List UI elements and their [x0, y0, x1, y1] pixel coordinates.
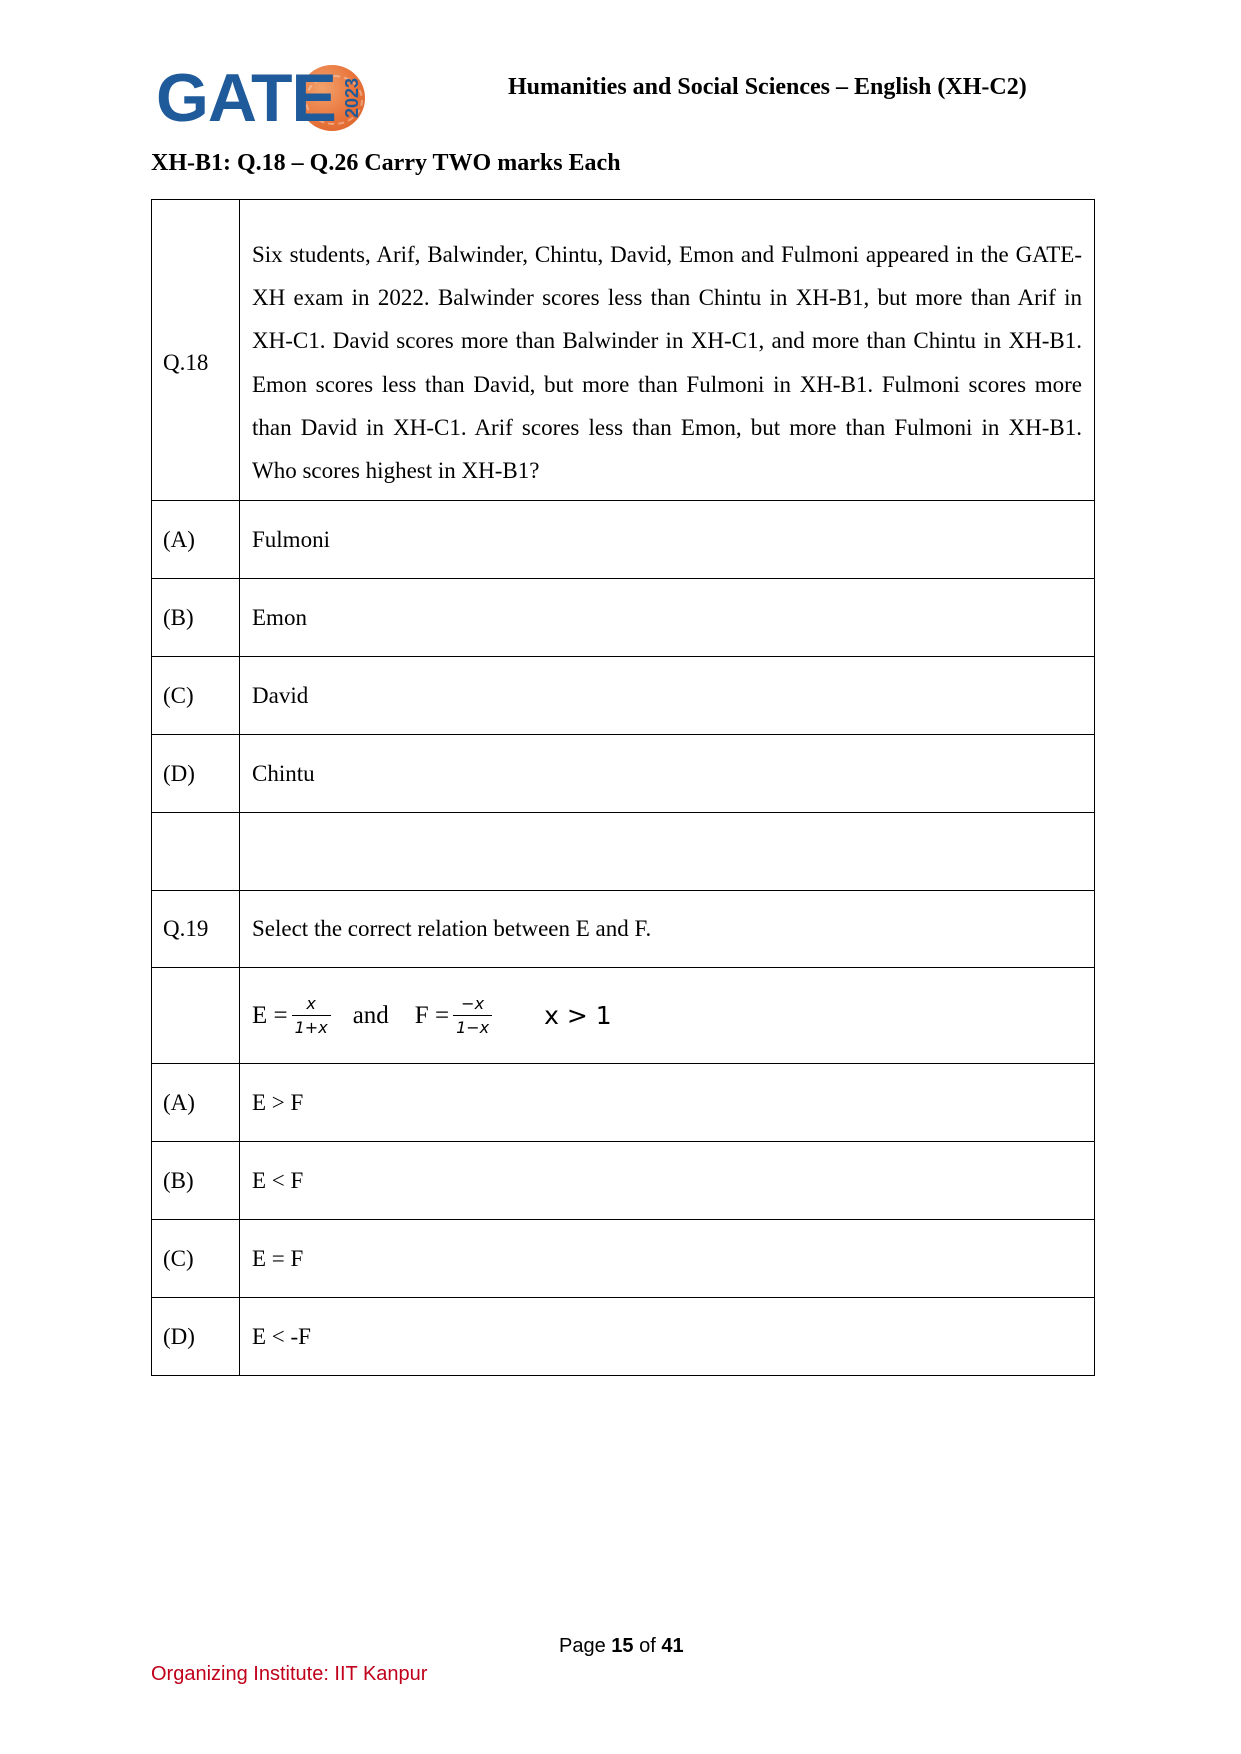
question-text: Select the correct relation between E and F. [240, 891, 1095, 968]
option-text: David [240, 657, 1095, 735]
option-row [152, 1220, 1095, 1298]
option-text: E < -F [240, 1298, 1095, 1376]
option-label: (D) [152, 1298, 240, 1376]
question-table [151, 199, 1095, 1376]
question-number: Q.18 [152, 200, 240, 501]
option-label: (C) [152, 657, 240, 735]
option-text: Chintu [240, 735, 1095, 813]
option-label: (D) [152, 735, 240, 813]
logo-text: GATE [156, 60, 336, 136]
option-text: E = F [240, 1220, 1095, 1298]
option-row [152, 735, 1095, 813]
option-label: (B) [152, 1142, 240, 1220]
question-text: Six students, Arif, Balwinder, Chintu, David, Emon and Fulmoni appeared in the GATE-XH exam in 2022. Balwinder scores less than Chintu in XH-B1, but more than Arif in XH-C1. David scores more than Balwinder in XH-C1, and more than Chintu in XH-B1. Emon scores less than David, but more than Fulmoni in XH-B1. Fulmoni scores more than David in XH-C1. Arif scores less than Emon, but more than Fulmoni in XH-B1. Who scores highest in XH-B1? [240, 200, 1095, 501]
e-label: E = [252, 1001, 288, 1029]
question-number: Q.19 [152, 891, 240, 968]
question-row [152, 891, 1095, 968]
e-fraction: $\frac{x}{1+x}$ [292, 994, 331, 1037]
option-text: E < F [240, 1142, 1095, 1220]
page-number: Page 15 of 41 [559, 1635, 684, 1657]
formula [240, 968, 1095, 1064]
option-text: Emon [240, 579, 1095, 657]
logo-year: 2023 [342, 77, 362, 119]
paper-title: Humanities and Social Sciences – English (XH-C2) [508, 74, 1027, 100]
option-label: (B) [152, 579, 240, 657]
option-row [152, 657, 1095, 735]
option-row [152, 1064, 1095, 1142]
question-row [152, 200, 1095, 501]
option-label: (A) [152, 501, 240, 579]
section-title: XH-B1: Q.18 – Q.26 Carry TWO marks Each [151, 150, 621, 176]
option-text: Fulmoni [240, 501, 1095, 579]
and-word: and [352, 1001, 389, 1029]
option-row [152, 1142, 1095, 1220]
option-row [152, 579, 1095, 657]
option-row [152, 1298, 1095, 1376]
f-fraction: $\frac{-x}{1-x}$ [453, 994, 492, 1037]
formula-row [152, 968, 1095, 1064]
f-label: F = [414, 1001, 450, 1029]
option-row [152, 501, 1095, 579]
spacer-row [152, 813, 1095, 891]
option-label: (A) [152, 1064, 240, 1142]
condition: x > 1 [544, 1001, 612, 1030]
option-text: E > F [240, 1064, 1095, 1142]
organizing-institute: Organizing Institute: IIT Kanpur [151, 1663, 428, 1685]
gate-logo [156, 58, 362, 138]
option-label: (C) [152, 1220, 240, 1298]
